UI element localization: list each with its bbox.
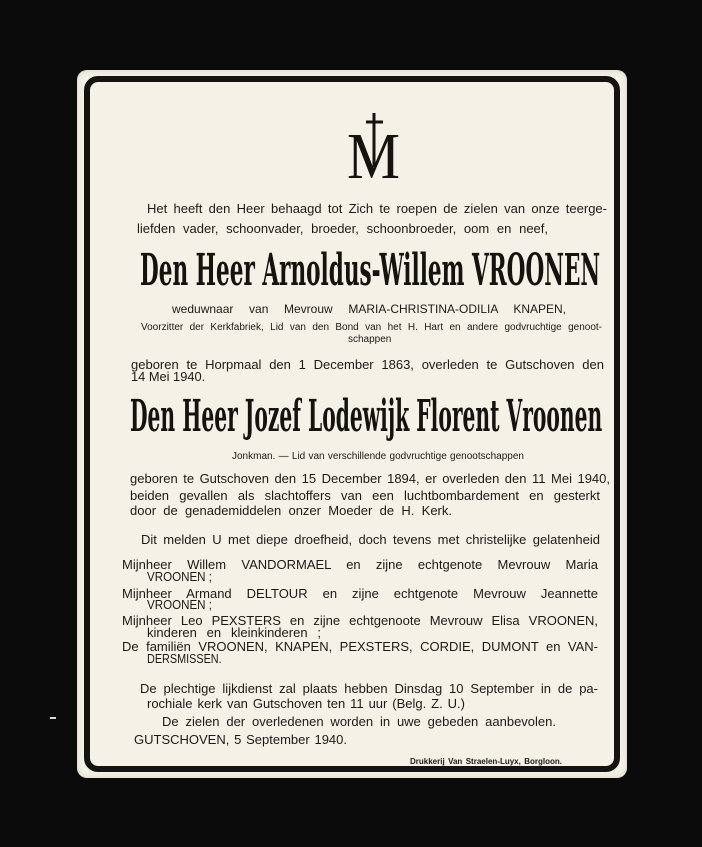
deceased-1-name: Den Heer Arnoldus-Willem VROONEN [140,245,601,296]
family-line-6: kinderen en kleinkinderen ; [147,625,321,640]
deceased-1-dates-line-2: 14 Mei 1940. [131,369,206,384]
deceased-1-dates-line-1: geboren te Horpmaal den 1 December 1863, overleden te Gutschoven den [131,357,604,372]
deceased-2-dates-line-3: door de genademiddelen onzer Moeder de H. Kerk. [130,503,452,518]
family-line-7: De familiën VROONEN, KNAPEN, PEXSTERS, CORDIE, DUMONT en VAN- [122,639,598,654]
family-line-2: VROONEN ; [147,569,212,584]
scan-artifact [50,717,56,719]
deceased-1-roles-line-1: Voorzitter der Kerkfabriek, Lid van den Bond van het H. Hart en andere godvruchtige genoot- [141,322,602,333]
intro-line-2: liefden vader, schoonvader, broeder, schoonbroeder, oom en neef, [137,221,548,236]
funeral-line-2: rochiale kerk van Gutschoven ten 11 uur (Belg. Z. U.) [147,696,465,711]
deceased-2-dates-line-1: geboren te Gutschoven den 15 December 1894, er overleden den 11 Mei 1940, [130,471,610,486]
printer-credit: Drukkerij Van Straelen-Luyx, Borgloon. [410,757,562,766]
monogram-letter: M [347,120,400,193]
deceased-1-widower: weduwnaar van Mevrouw MARIA-CHRISTINA-ODILIA KNAPEN, [172,302,566,316]
family-line-8: DERSMISSEN. [147,651,222,666]
family-line-3: Mijnheer Armand DELTOUR en zijne echtgenote Mevrouw Jeannette [122,586,598,601]
family-line-1: Mijnheer Willem VANDORMAEL en zijne echtgenote Mevrouw Maria [122,557,598,572]
deceased-2-name: Den Heer Jozef Lodewijk Florent Vroonen [130,391,603,442]
marian-monogram [330,105,420,193]
funeral-line-1: De plechtige lijkdienst zal plaats hebben Dinsdag 10 September in de pa- [140,681,598,696]
place-and-date: GUTSCHOVEN, 5 September 1940. [134,732,347,747]
prayer-text: De zielen der overledenen worden in uwe gebeden aanbevolen. [162,714,556,729]
family-line-5: Mijnheer Leo PEXSTERS en zijne echtgenoote Mevrouw Elisa VROONEN, [122,613,598,628]
family-line-4: VROONEN ; [147,597,212,612]
deceased-2-dates-line-2: beiden gevallen als slachtoffers van een luchtbombardement en gesterkt [130,488,600,503]
announcement-text: Dit melden U met diepe droefheid, doch tevens met christelijke gelatenheid [141,532,600,547]
intro-line-1: Het heeft den Heer behaagd tot Zich te roepen de zielen van onze teerge- [147,201,607,216]
deceased-1-roles-line-2: schappen [348,334,392,345]
deceased-2-description: Jonkman. — Lid van verschillende godvruchtige genootschappen [232,451,524,462]
